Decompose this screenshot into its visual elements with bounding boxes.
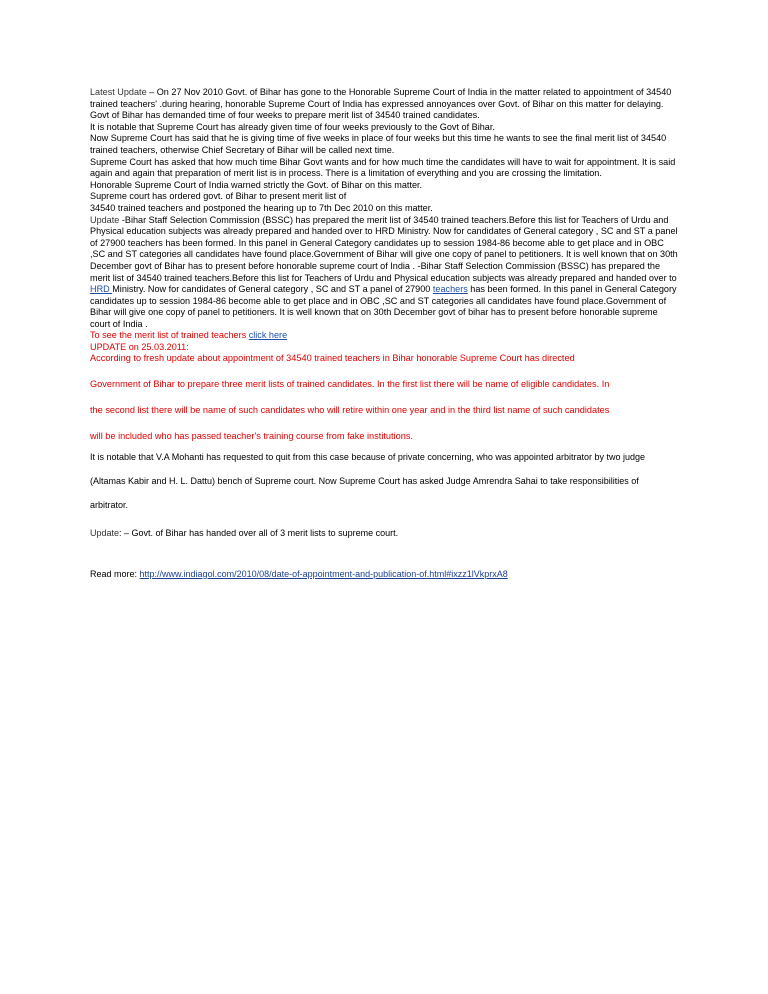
article-body [90,87,680,354]
paragraph: 34540 trained teachers and postponed the hearing up to 7th Dec 2010 on this matter. [90,202,433,213]
paragraph: Now Supreme Court has said that he is giving time of five weeks in place of four weeks but this time he wants to see the final merit list of 34540 trained teachers, otherwise Chief Secretary of Bihar will be called next time. [90,133,667,155]
paragraph-update: Update -Bihar Staff Selection Commission (BSSC) has prepared the merit list of 34540 trained teachers.Before this list for Teachers of Urdu and Physical education subjects was already prepared and handed over to HRD Ministry. Now for candidates of General category , SC and ST a panel of 27900 teachers has been formed. In this panel in General Category candidates up to session 1984-86 become able to get place and in OBC ,SC and ST categories all candidates have found place.Government of Bihar will give one copy of panel to petitioners. It is well known that on 30th December govt of Bihar has to present before honorable supreme court of India . -Bihar Staff Selection Commission (BSSC) has prepared the merit list of 34540 trained teachers.Before this list for Teachers of Urdu and Physical education subjects was already prepared and handed over to HRD Ministry. Now for candidates of General category , SC and ST a panel of 27900 teachers has been formed. In this panel in General Category candidates up to session 1984-86 become able to get place and in OBC ,SC and ST categories all candidates have found place.Government of Bihar will give one copy of panel to petitioners. It is well known that on 30th December govt of bihar has to present before honorable supreme court of India . [90,214,678,329]
click-here-link[interactable]: click here [248,330,288,341]
merit-list-line: To see the merit list of trained teachers click here [90,330,288,341]
paragraph: It is notable that Supreme Court has already given time of four weeks previously to the Govt of Bihar. [90,121,495,132]
paragraph-latest-update: Latest Update – On 27 Nov 2010 Govt. of Bihar has gone to the Honorable Supreme Court of India in the matter related to appointment of 34540 trained teachers' .during hearing, honorable Supreme Court of India has expressed annoyances over Govt. of Bihar on this matter for delaying. Govt of Bihar has demanded time of four weeks to prepare merit list of 34540 trained candidates. [90,87,672,121]
final-update-label: Update [90,528,120,538]
red-line: According to fresh update about appointment of 34540 trained teachers in Bihar honorable Supreme Court has directed [90,353,575,363]
update-date-heading: UPDATE on 25.03.2011: [90,342,189,353]
latest-update-label: Latest Update [90,87,147,97]
arbitrator-section [90,451,690,523]
red-line: Government of Bihar to prepare three merit lists of trained candidates. In the first list there will be name of eligible candidates. In [90,379,610,389]
teachers-link[interactable]: teachers [432,284,468,295]
paragraph: Supreme Court has asked that how much time Bihar Govt wants and for how much time the candidates will have to wait for appointment. It is said again and again that preparation of merit list is in process. There is a limitation of everything and you are crossing the limitation. [90,156,676,179]
paragraph: Supreme court has ordered govt. of Bihar to present merit list of [90,191,347,202]
text-line: (Altamas Kabir and H. L. Dattu) bench of Supreme court. Now Supreme Court has asked Judge Amrendra Sahai to take responsibilities of [90,476,639,486]
read-more [90,568,690,592]
read-more-link[interactable]: http://www.indiagol.com/2010/08/date-of-appointment-and-publication-of.html#ixzz1lVkprxA8 [139,569,508,579]
red-line: will be included who has passed teacher's training course from fake institutions. [90,431,413,441]
text-line: arbitrator. [90,500,129,510]
update-label: Update [90,214,120,225]
fresh-update-section [90,352,690,456]
read-more-label: Read more: [90,569,140,579]
final-update: Update: – Govt. of Bihar has handed over all of 3 merit lists to supreme court. [90,528,399,538]
text-line: It is notable that V.A Mohanti has requested to quit from this case because of private concerning, who was appointed arbitrator by two judge [90,452,645,462]
red-line: the second list there will be name of such candidates who will retire within one year and in the third list name of such candidates [90,405,610,415]
paragraph: Honorable Supreme Court of India warned strictly the Govt. of Bihar on this matter. [90,179,423,190]
hrd-link[interactable]: HRD [90,284,113,295]
